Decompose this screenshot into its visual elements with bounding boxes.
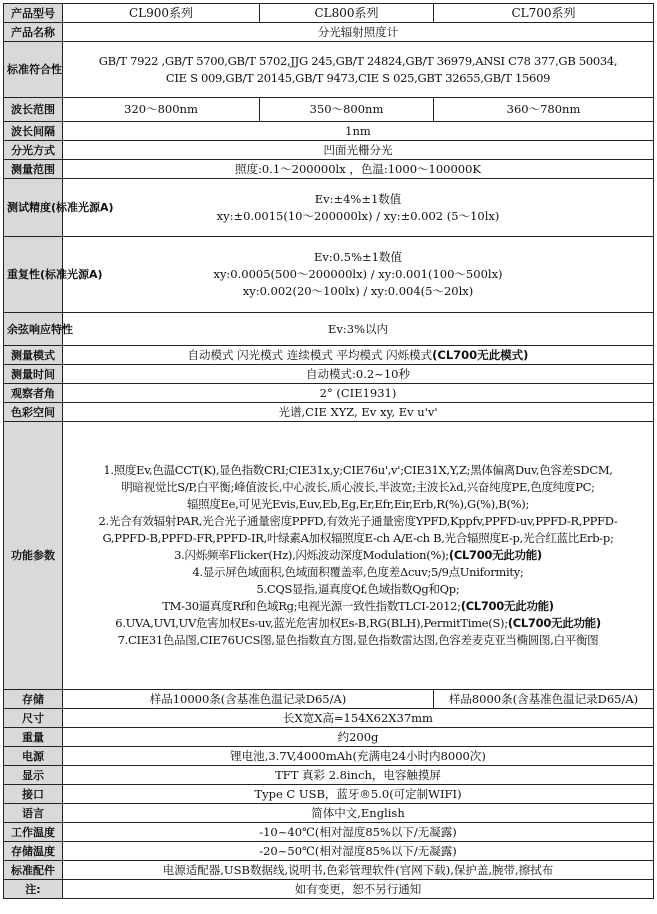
function-line: 5.CQS显指,逼真度Qf,色域指数Qg和Qp; bbox=[256, 582, 460, 596]
function-line bbox=[66, 615, 650, 632]
label-storage: 存储 bbox=[4, 690, 63, 709]
row-work-temp bbox=[4, 823, 654, 842]
label-power: 电源 bbox=[4, 747, 63, 766]
label-model: 产品型号 bbox=[4, 4, 63, 23]
row-spectral-method bbox=[4, 141, 654, 160]
label-accuracy: 测试精度(标准光源A) bbox=[4, 179, 63, 237]
value-functions bbox=[63, 422, 654, 690]
label-accessories: 标准配件 bbox=[4, 861, 63, 880]
row-modes bbox=[4, 346, 654, 365]
accuracy-ev: Ev:±4%±1数值 bbox=[314, 191, 402, 206]
function-line bbox=[66, 598, 650, 615]
label-time: 测量时间 bbox=[4, 365, 63, 384]
function-text: 3.闪烁频率Flicker(Hz),闪烁波动深度Modulation(%); bbox=[174, 548, 449, 562]
row-measure-range bbox=[4, 160, 654, 179]
function-text: TM-30逼真度Rf和色域Rg;电视光源一致性指数TLCI-2012; bbox=[162, 599, 461, 613]
value-power: 锂电池,3.7V,4000mAh(充满电24小时内8000次) bbox=[63, 747, 654, 766]
row-time bbox=[4, 365, 654, 384]
storage-cl700: 样品8000条(含基准色温记录D65/A) bbox=[434, 690, 654, 709]
storage-cl900-cl800: 样品10000条(含基准色温记录D65/A) bbox=[63, 690, 434, 709]
label-functions: 功能参数 bbox=[4, 422, 63, 690]
label-repeatability: 重复性(标准光源A) bbox=[4, 237, 63, 313]
value-work-temp: -10~40℃(相对湿度85%以下/无凝露) bbox=[63, 823, 654, 842]
row-interface bbox=[4, 785, 654, 804]
label-wavelength-range: 波长范围 bbox=[4, 98, 63, 122]
row-color-space bbox=[4, 403, 654, 422]
value-storage-temp: -20~50℃(相对湿度85%以下/无凝露) bbox=[63, 842, 654, 861]
function-line: 明暗视觉比S/P,白平衡;峰值波长,中心波长,质心波长,半波宽;主波长λd,兴奋纯度PE,色度纯度PC; bbox=[121, 480, 595, 494]
function-line: 4.显示屏色域面积,色域面积覆盖率,色度差Δcuv;5/9点Uniformity; bbox=[192, 565, 524, 579]
model-cl900: CL900系列 bbox=[63, 4, 260, 23]
value-color-space: 光谱,CIE XYZ, Ev xy, Ev u'v' bbox=[63, 403, 654, 422]
row-wavelength-interval bbox=[4, 122, 654, 141]
value-measure-range: 照度:0.1～200000lx ，色温:1000～100000K bbox=[63, 160, 654, 179]
label-observer: 观察者角 bbox=[4, 384, 63, 403]
value-repeatability bbox=[63, 237, 654, 313]
value-remark: 如有变更，恕不另行通知 bbox=[63, 880, 654, 899]
label-size: 尺寸 bbox=[4, 709, 63, 728]
label-display: 显示 bbox=[4, 766, 63, 785]
wavelength-range-cl900: 320～800nm bbox=[63, 98, 260, 122]
value-observer: 2° (CIE1931) bbox=[63, 384, 654, 403]
row-remark bbox=[4, 880, 654, 899]
model-cl700: CL700系列 bbox=[434, 4, 654, 23]
spec-table bbox=[3, 3, 654, 899]
row-storage bbox=[4, 690, 654, 709]
row-observer bbox=[4, 384, 654, 403]
row-name bbox=[4, 23, 654, 42]
row-power bbox=[4, 747, 654, 766]
value-weight: 约200g bbox=[63, 728, 654, 747]
row-size bbox=[4, 709, 654, 728]
label-name: 产品名称 bbox=[4, 23, 63, 42]
row-model bbox=[4, 4, 654, 23]
row-functions bbox=[4, 422, 654, 690]
label-standard: 标准符合性 bbox=[4, 42, 63, 98]
row-language bbox=[4, 804, 654, 823]
label-measure-range: 测量范围 bbox=[4, 160, 63, 179]
function-line: G,PPFD-B,PPFD-FR,PPFD-IR,叶绿素A加权辐照度E-ch A/E-ch B,光合辐照度E-p,光合红蓝比Erb-p; bbox=[102, 531, 614, 545]
row-cosine bbox=[4, 313, 654, 346]
label-remark: 注: bbox=[4, 880, 63, 899]
repeatability-ev: Ev:0.5%±1数值 bbox=[314, 250, 402, 264]
function-note: (CL700无此功能) bbox=[507, 616, 601, 630]
value-interface: Type C USB，蓝牙®5.0(可定制WIFI) bbox=[63, 785, 654, 804]
function-note: (CL700无此功能) bbox=[460, 599, 554, 613]
modes-note: (CL700无此模式) bbox=[432, 347, 529, 362]
label-color-space: 色彩空间 bbox=[4, 403, 63, 422]
row-wavelength-range bbox=[4, 98, 654, 122]
label-cosine: 余弦响应特性 bbox=[4, 313, 63, 346]
row-storage-temp bbox=[4, 842, 654, 861]
value-language: 简体中文,English bbox=[63, 804, 654, 823]
row-weight bbox=[4, 728, 654, 747]
row-standard bbox=[4, 42, 654, 98]
value-accessories: 电源适配器,USB数据线,说明书,色彩管理软件(官网下载),保护盖,腕带,擦拭布 bbox=[63, 861, 654, 880]
label-modes: 测量模式 bbox=[4, 346, 63, 365]
label-language: 语言 bbox=[4, 804, 63, 823]
row-display bbox=[4, 766, 654, 785]
wavelength-range-cl700: 360～780nm bbox=[434, 98, 654, 122]
value-modes bbox=[63, 346, 654, 365]
value-standard bbox=[63, 42, 654, 98]
repeatability-xy-high: xy:0.0005(500～200000lx) / xy:0.001(100～500lx) bbox=[213, 267, 503, 281]
function-note: (CL700无此功能) bbox=[448, 548, 542, 562]
row-accuracy bbox=[4, 179, 654, 237]
model-cl800: CL800系列 bbox=[260, 4, 434, 23]
label-storage-temp: 存储温度 bbox=[4, 842, 63, 861]
modes-list: 自动模式 闪光模式 连续模式 平均模式 闪烁模式 bbox=[187, 347, 433, 362]
standard-line-2: CIE S 009,GB/T 20145,GB/T 9473,CIE S 025,GBT 32655,GB/T 15609 bbox=[165, 70, 551, 85]
wavelength-range-cl800: 350～800nm bbox=[260, 98, 434, 122]
value-time: 自动模式:0.2~10秒 bbox=[63, 365, 654, 384]
label-interface: 接口 bbox=[4, 785, 63, 804]
label-weight: 重量 bbox=[4, 728, 63, 747]
value-wavelength-interval: 1nm bbox=[63, 122, 654, 141]
row-repeatability bbox=[4, 237, 654, 313]
label-spectral-method: 分光方式 bbox=[4, 141, 63, 160]
function-line: 1.照度Ev,色温CCT(K),显色指数CRI;CIE31x,y;CIE76u',v';CIE31X,Y,Z;黑体偏离Duv,色容差SDCM, bbox=[103, 463, 613, 477]
value-spectral-method: 凹面光栅分光 bbox=[63, 141, 654, 160]
row-accessories bbox=[4, 861, 654, 880]
function-text: 6.UVA,UVI,UV危害加权Es-uv,蓝光危害加权Es-B,RG(BLH),PermitTime(S); bbox=[115, 616, 508, 630]
function-line: 2.光合有效辐射PAR,光合光子通量密度PPFD,有效光子通量密度YPFD,Kppfv,PPFD-uv,PPFD-R,PPFD- bbox=[98, 514, 618, 528]
accuracy-xy: xy:±0.0015(10～200000lx) / xy:±0.002 (5～10lx) bbox=[216, 208, 500, 223]
value-cosine: Ev:3%以内 bbox=[63, 313, 654, 346]
function-line bbox=[66, 547, 650, 564]
label-wavelength-interval: 波长间隔 bbox=[4, 122, 63, 141]
value-display: TFT 真彩 2.8inch，电容触摸屏 bbox=[63, 766, 654, 785]
value-size: 长X宽X高=154X62X37mm bbox=[63, 709, 654, 728]
value-name: 分光辐射照度计 bbox=[63, 23, 654, 42]
spec-sheet bbox=[3, 3, 653, 911]
label-work-temp: 工作温度 bbox=[4, 823, 63, 842]
standard-line-1: GB/T 7922 ,GB/T 5700,GB/T 5702,JJG 245,GB/T 24824,GB/T 36979,ANSI C78 377,GB 50034, bbox=[98, 53, 618, 68]
repeatability-xy-low: xy:0.002(20～100lx) / xy:0.004(5～20lx) bbox=[242, 284, 474, 298]
function-line: 辐照度Ee,可见光Evis,Euv,Eb,Eg,Er,Efr,Eir,Erb,R(%),G(%),B(%); bbox=[186, 497, 530, 511]
function-line: 7.CIE31色品图,CIE76UCS图,显色指数直方图,显色指数雷达图,色容差麦克亚当椭圆图,白平衡图 bbox=[117, 633, 599, 647]
value-accuracy bbox=[63, 179, 654, 237]
